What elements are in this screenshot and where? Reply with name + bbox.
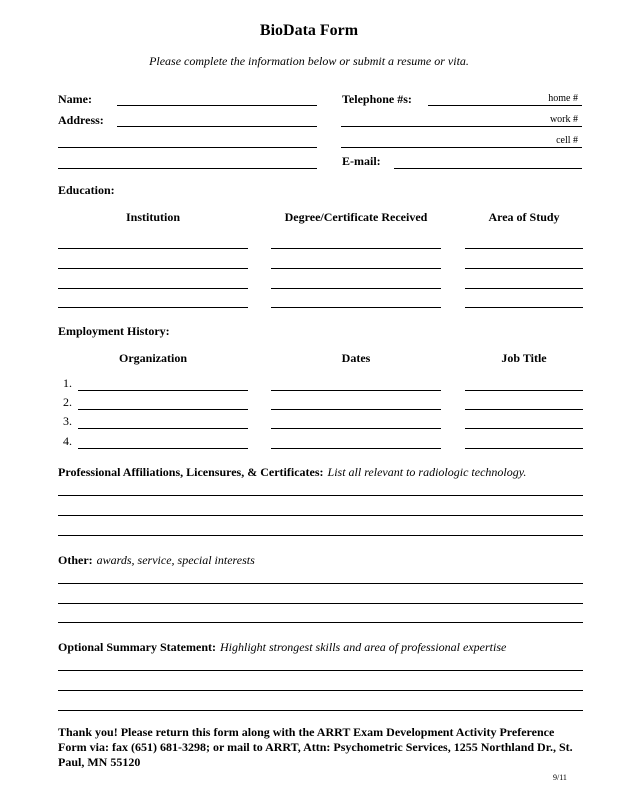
name-field[interactable] [117,105,317,106]
affiliations-heading-row [58,463,526,481]
summary-heading-row [58,638,506,656]
employment-row-number: 1. [63,376,72,390]
employment-row-line[interactable] [78,390,248,391]
employment-col-dates: Dates [341,351,371,365]
affiliations-hint: List all relevant to radiologic technology. [327,465,527,479]
employment-row-line[interactable] [465,390,583,391]
education-row-line[interactable] [465,268,583,269]
employment-row-line[interactable] [465,409,583,410]
work-phone-field[interactable] [341,126,582,127]
summary-line[interactable] [58,690,583,691]
employment-row-line[interactable] [465,448,583,449]
cell-phone-label: cell # [556,135,578,146]
telephone-label: Telephone #s: [342,92,412,106]
email-field[interactable] [394,168,582,169]
affiliations-line[interactable] [58,495,583,496]
education-row-line[interactable] [58,307,248,308]
employment-row-number: 2. [63,395,72,409]
email-label: E-mail: [342,154,381,168]
education-row-line[interactable] [465,307,583,308]
employment-heading: Employment History: [58,324,170,338]
employment-row-line[interactable] [271,390,441,391]
name-label: Name: [58,92,92,106]
education-row-line[interactable] [271,307,441,308]
footer-instructions: Thank you! Please return this form along with the ARRT Exam Development Activity Preference Form via: fax (651) 681-3298; or mail to ARRT, Attn: Psychometric Services, 1255 Northland Dr., St. Paul, MN 55120 [58,725,573,769]
education-row-line[interactable] [465,248,583,249]
address-line-1[interactable] [117,126,317,127]
education-row-line[interactable] [465,288,583,289]
employment-row-number: 3. [63,414,72,428]
employment-row-line[interactable] [78,409,248,410]
address-line-2[interactable] [58,147,317,148]
affiliations-heading: Professional Affiliations, Licensures, & Certificates: [58,465,324,479]
education-row-line[interactable] [271,248,441,249]
form-version: 9/11 [553,773,567,782]
summary-heading: Optional Summary Statement: [58,640,216,654]
education-row-line[interactable] [271,268,441,269]
employment-row-number: 4. [63,434,72,448]
affiliations-line[interactable] [58,535,583,536]
other-line[interactable] [58,622,583,623]
summary-line[interactable] [58,710,583,711]
summary-hint: Highlight strongest skills and area of professional expertise [220,640,507,654]
page-title: BioData Form [259,22,359,39]
education-col-area: Area of Study [488,210,560,224]
address-label: Address: [58,113,104,127]
employment-row-line[interactable] [465,428,583,429]
work-phone-label: work # [549,114,578,125]
employment-row-line[interactable] [271,409,441,410]
home-phone-label: home # [548,93,578,104]
other-heading: Other: [58,553,93,567]
other-heading-row [58,551,255,569]
other-line[interactable] [58,583,583,584]
education-col-degree: Degree/Certificate Received [284,210,428,224]
education-row-line[interactable] [58,268,248,269]
education-row-line[interactable] [58,288,248,289]
other-line[interactable] [58,603,583,604]
employment-row-line[interactable] [271,428,441,429]
employment-row-line[interactable] [78,448,248,449]
employment-col-job-title: Job Title [501,351,547,365]
summary-line[interactable] [58,670,583,671]
affiliations-line[interactable] [58,515,583,516]
home-phone-field[interactable] [428,105,582,106]
employment-row-line[interactable] [271,448,441,449]
education-col-institution: Institution [125,210,181,224]
employment-col-organization: Organization [119,351,187,365]
page-subtitle: Please complete the information below or submit a resume or vita. [149,54,469,68]
address-line-3[interactable] [58,168,317,169]
cell-phone-field[interactable] [341,147,582,148]
education-row-line[interactable] [58,248,248,249]
education-heading: Education: [58,183,115,197]
education-row-line[interactable] [271,288,441,289]
other-hint: awards, service, special interests [96,553,255,567]
employment-row-line[interactable] [78,428,248,429]
